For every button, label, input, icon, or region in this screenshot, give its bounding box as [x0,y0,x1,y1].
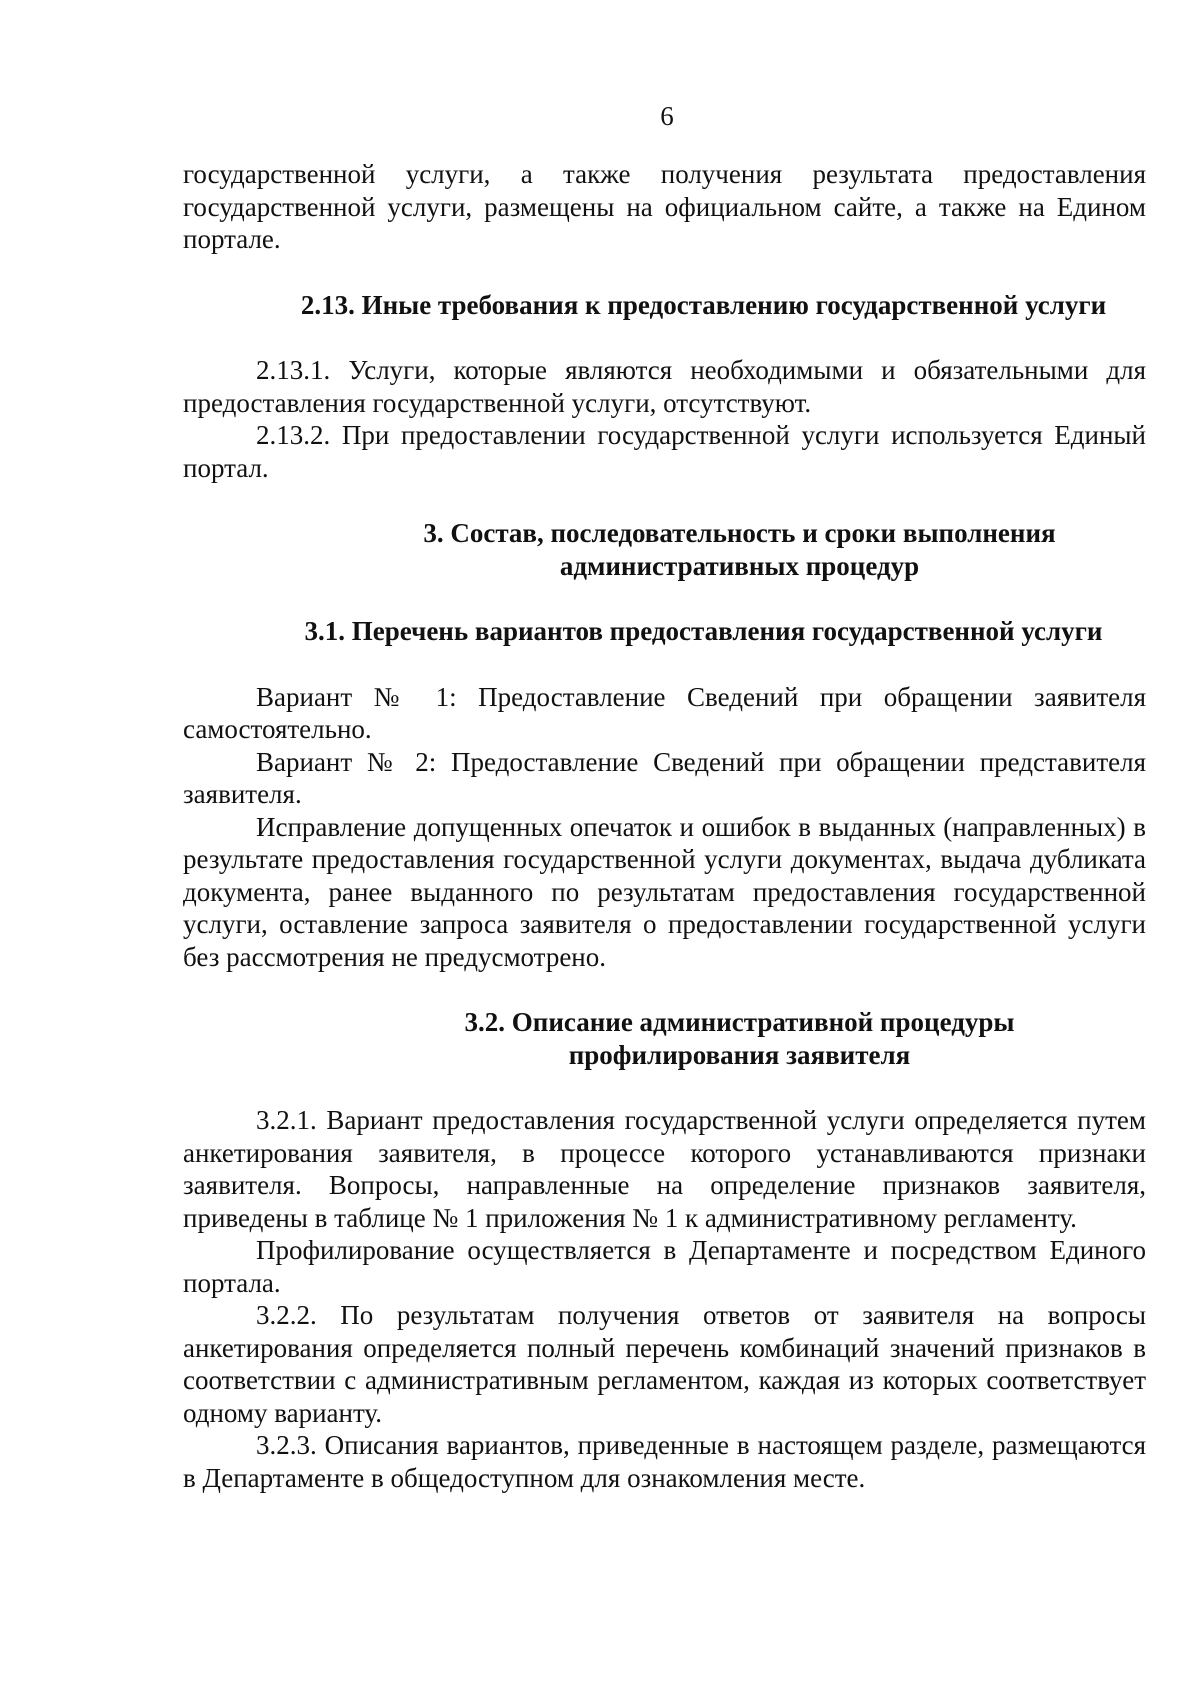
document-body [183,158,1146,1494]
page-number: 6 [660,101,674,131]
paragraph-corrections: Исправление допущенных опечаток и ошибок в выданных (направленных) в результате предоставления государственной услуги документах, выдача дубликата документа, ранее выданного по результатам предоставления государственной услуги, оставление запроса заявителя о предоставлении государственной услуги без рассмотрения не предусмотрено. [183,811,1146,972]
paragraph-portal-info: государственной услуги, а также получения результата предоставления государственной услуги, размещены на официальном сайте, а также на Едином портале. [183,159,1146,254]
heading-section-3-line-1: 3. Состав, последовательность и сроки выполнения [423,518,1056,548]
heading-3-2-line-1: 3.2. Описание административной процедуры [464,1007,1015,1037]
paragraph-2-13-2: 2.13.2. При предоставлении государственной услуги используется Единый портал. [183,420,1146,483]
heading-3-2 [183,1006,1146,1071]
paragraph-3-2-1: 3.2.1. Вариант предоставления государственной услуги определяется путем анкетирования заявителя, в процессе которого устанавливаются признаки заявителя. Вопросы, направленные на определение признаков заявителя, приведены в таблице № 1 приложения № 1 к административному регламенту. [183,1105,1146,1233]
paragraph-profiling: Профилирование осуществляется в Департаменте и посредством Единого портала. [183,1235,1146,1298]
paragraph-3-2-3: 3.2.3. Описания вариантов, приведенные в настоящем разделе, размещаются в Департаменте в общедоступном для ознакомления месте. [183,1430,1146,1493]
heading-2-13: 2.13. Иные требования к предоставлению государственной услуги [300,289,1107,320]
paragraph-variant-2: Вариант № 2: Предоставление Сведений при обращении представителя заявителя. [183,746,1146,809]
heading-section-3-line-2: административных процедур [559,550,920,581]
heading-3-1: 3.1. Перечень вариантов предоставления государственной услуги [304,616,1103,646]
paragraph-3-2-2: 3.2.2. По результатам получения ответов от заявителя на вопросы анкетирования определяется полный перечень комбинаций значений признаков в соответствии с административным регламентом, каждая из которых соответствует одному варианту. [183,1300,1146,1428]
heading-3-2-line-2: профилирования заявителя [568,1039,911,1070]
heading-section-3 [183,517,1146,582]
paragraph-variant-1: Вариант № 1: Предоставление Сведений при обращении заявителя самостоятельно. [183,681,1146,744]
paragraph-2-13-1: 2.13.1. Услуги, которые являются необходимыми и обязательными для предоставления государственной услуги, отсутствуют. [183,355,1146,418]
